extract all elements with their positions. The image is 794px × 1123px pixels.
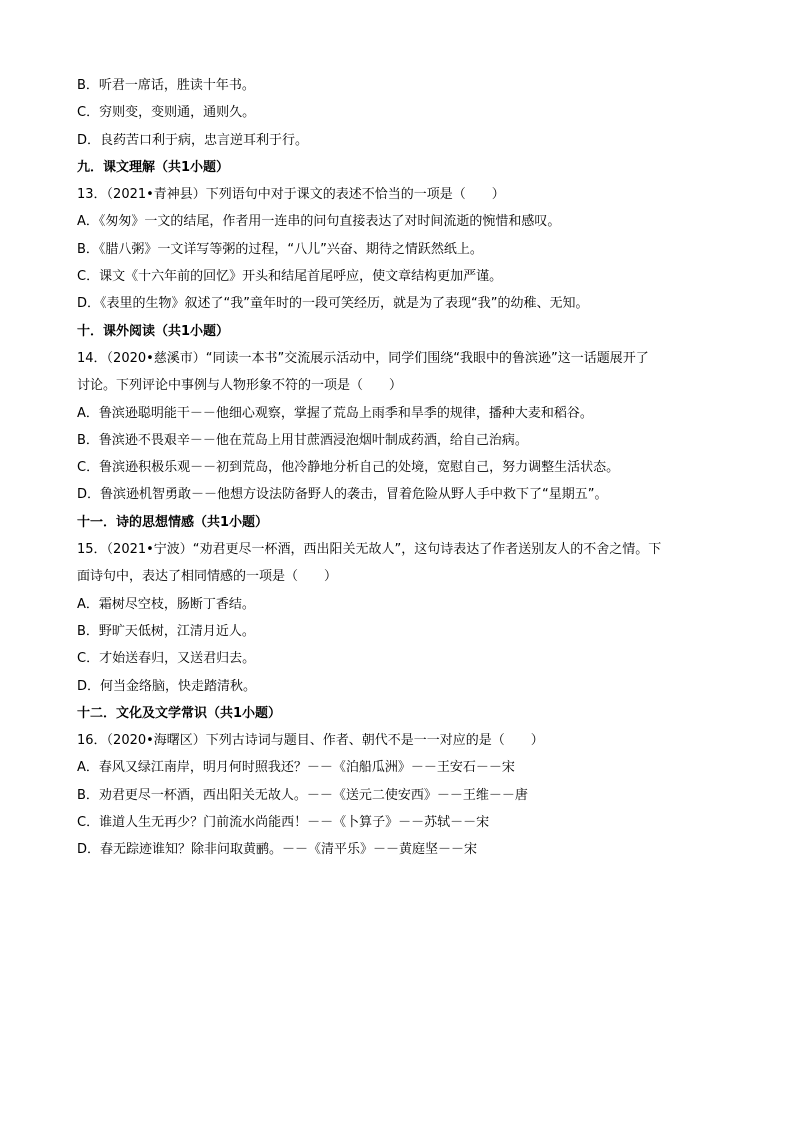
question-15-line-2: 面诗句中，表达了相同情感的一项是（ ） <box>77 569 338 585</box>
option-a-q14: A．鲁滨逊聪明能干－－他细心观察，掌握了荒岛上雨季和旱季的规律，播种大麦和稻谷。 <box>77 405 593 421</box>
option-d-q13: D．《表里的生物》叙述了“我”童年时的一段可笑经历，就是为了表现“我”的幼稚、无知。 <box>77 296 589 312</box>
section-heading-11: 十一．诗的思想情感（共1小题） <box>77 514 269 530</box>
document-page <box>77 72 727 864</box>
question-13: 13．（2021•青神县）下列语句中对于课文的表述不恰当的一项是（ ） <box>77 187 505 203</box>
option-b-q13: B．《腊八粥》一文详写等粥的过程，“八儿”兴奋、期待之情跃然纸上。 <box>77 241 483 257</box>
option-a-q13: A．《匆匆》一文的结尾，作者用一连串的问句直接表达了对时间流逝的惋惜和感叹。 <box>77 214 561 230</box>
question-14-line-1: 14．（2020•慈溪市）“同读一本书”交流展示活动中，同学们围绕“我眼中的鲁滨逊”这一话题展开了 <box>77 350 649 366</box>
option-d-q15: D．何当金络脑，快走踏清秋。 <box>77 678 257 694</box>
option-b-q14: B．鲁滨逊不畏艰辛－－他在荒岛上用甘蔗酒浸泡烟叶制成药酒，给自己治病。 <box>77 432 528 448</box>
section-heading-12: 十二．文化及文学常识（共1小题） <box>77 705 282 721</box>
question-14-line-2: 讨论。下列评论中事例与人物形象不符的一项是（ ） <box>77 378 403 394</box>
section-heading-10: 十．课外阅读（共1小题） <box>77 323 230 339</box>
option-c-q12: C．穷则变，变则通，通则久。 <box>77 105 256 121</box>
section-heading-9: 九．课文理解（共1小题） <box>77 159 230 175</box>
option-d-q16: D．春无踪迹谁知？除非问取黄鹂。－－《清平乐》－－黄庭坚－－宋 <box>77 842 478 858</box>
option-d-q14: D．鲁滨逊机智勇敢－－他想方设法防备野人的袭击，冒着危险从野人手中救下了“星期五”。 <box>77 487 608 503</box>
option-c-q14: C．鲁滨逊积极乐观－－初到荒岛，他冷静地分析自己的处境，宽慰自己，努力调整生活状态。 <box>77 460 620 476</box>
question-16: 16．（2020•海曙区）下列古诗词与题目、作者、朝代不是一一对应的是（ ） <box>77 733 544 749</box>
option-b-q12: B．听君一席话，胜读十年书。 <box>77 78 255 93</box>
question-15-line-1: 15．（2021•宁波）“劝君更尽一杯酒，西出阳关无故人”，这句诗表达了作者送别友人的不舍之情。下 <box>77 542 662 558</box>
option-a-q15: A．霜树尽空枝，肠断丁香结。 <box>77 596 255 612</box>
option-c-q15: C．才始送春归，又送君归去。 <box>77 651 256 667</box>
option-b-q15: B．野旷天低树，江清月近人。 <box>77 623 255 639</box>
option-c-q16: C．谁道人生无再少？门前流水尚能西！－－《卜算子》－－苏轼－－宋 <box>77 815 490 831</box>
option-c-q13: C．课文《十六年前的回忆》开头和结尾首尾呼应，使文章结构更加严谨。 <box>77 269 503 285</box>
option-d-q12: D．良药苦口利于病，忠言逆耳利于行。 <box>77 132 309 148</box>
option-b-q16: B．劝君更尽一杯酒，西出阳关无故人。－－《送元二使安西》－－王维－－唐 <box>77 787 528 803</box>
option-a-q16: A．春风又绿江南岸，明月何时照我还？－－《泊船瓜洲》－－王安石－－宋 <box>77 760 515 776</box>
